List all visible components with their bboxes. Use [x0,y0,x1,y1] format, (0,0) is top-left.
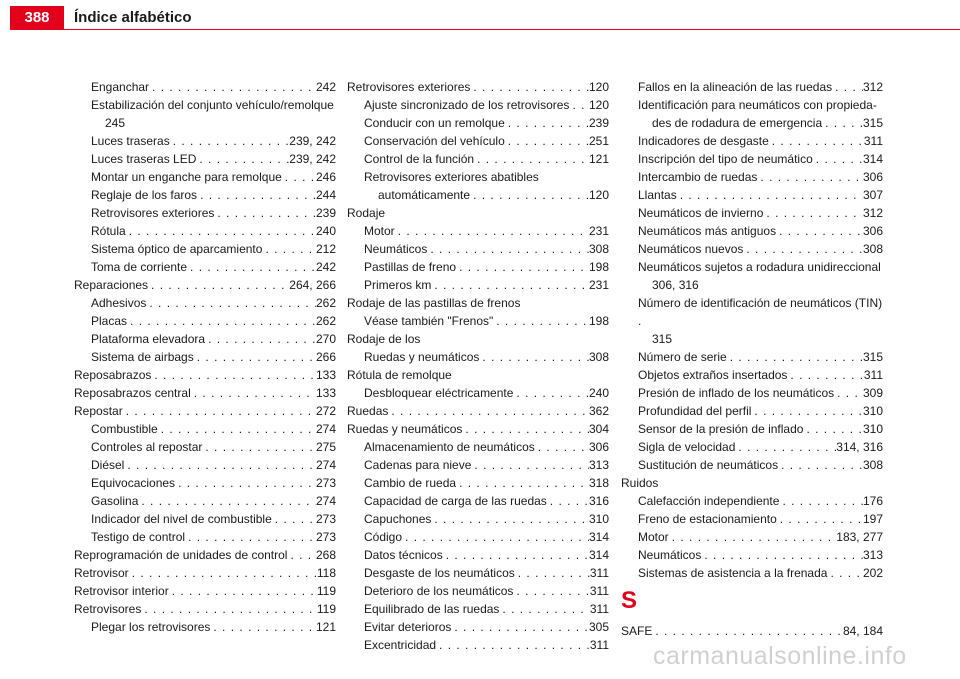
index-entry: Motor . . . 231 [347,222,609,240]
index-heading: Rodaje de las pastillas de frenos [347,296,521,310]
index-entry: Placas . . . 262 [74,312,336,330]
index-entry: Pastillas de freno . . . 198 [347,258,609,276]
index-entry: Enganchar . . . 242 [74,78,336,96]
index-entry: Número de serie . . . 315 [621,348,883,366]
index-entry: Capacidad de carga de las ruedas . . . 316 [347,492,609,510]
index-entry: Equivocaciones . . . 273 [74,474,336,492]
index-entry: Cambio de rueda . . . 318 [347,474,609,492]
index-entry: Neumáticos nuevos . . . 308 [621,240,883,258]
index-entry: Código . . . 314 [347,528,609,546]
page-header [0,0,960,38]
index-entry: Controles al repostar . . . 275 [74,438,336,456]
index-entry: Adhesivos . . . 262 [74,294,336,312]
index-entry: SAFE . . . 84, 184 [621,622,883,640]
index-entry: Montar un enganche para remolque . . . 246 [74,168,336,186]
index-entry: Sistemas de asistencia a la frenada . . . 202 [621,564,883,582]
index-entry: Sensor de la presión de inflado . . . 310 [621,420,883,438]
index-entry: Motor . . . 183, 277 [621,528,883,546]
index-entry-continuation: des de rodadura de emergencia . . . 315 [621,114,883,132]
index-heading: Ruidos [621,476,659,490]
page-title: Índice alfabético [74,9,192,26]
index-entry-continuation: automáticamente . . . 120 [347,186,609,204]
index-entry: Fallos en la alineación de las ruedas . . . 312 [621,78,883,96]
index-entry: Sistema de airbags . . . 266 [74,348,336,366]
index-entry: Ajuste sincronizado de los retrovisores . . . 120 [347,96,609,114]
index-entry: Identificación para neumáticos con propieda- [638,98,877,112]
index-entry: Véase también "Frenos" . . . 198 [347,312,609,330]
index-entry: Retrovisor . . . 118 [74,564,336,582]
section-letter: S [621,587,638,614]
index-entry: Excentricidad . . . 311 [347,636,609,654]
index-entry: Sigla de velocidad . . . 314, 316 [621,438,883,456]
index-entry: Freno de estacionamiento . . . 197 [621,510,883,528]
index-entry: Profundidad del perfil . . . 310 [621,402,883,420]
index-entry-continuation: 306, 316 [652,278,699,292]
index-entry: Neumáticos de invierno . . . 312 [621,204,883,222]
index-entry: Ruedas . . . 362 [347,402,609,420]
index-entry: Presión de inflado de los neumáticos . . . 309 [621,384,883,402]
index-entry: Testigo de control . . . 273 [74,528,336,546]
index-entry: Calefacción independiente . . . 176 [621,492,883,510]
index-entry: Reparaciones . . . 264, 266 [74,276,336,294]
index-entry: Neumáticos más antiguos . . . 306 [621,222,883,240]
index-entry-continuation: 245 [105,116,126,130]
index-entry: Rótula . . . 240 [74,222,336,240]
index-column-1 [74,78,336,636]
index-heading: Rodaje de los [347,332,421,346]
index-entry: Desgaste de los neumáticos . . . 311 [347,564,609,582]
index-entry: Luces traseras . . . 239, 242 [74,132,336,150]
index-entry: Control de la función . . . 121 [347,150,609,168]
index-entry: Evitar deterioros . . . 305 [347,618,609,636]
index-entry: Datos técnicos . . . 314 [347,546,609,564]
index-entry: Reposabrazos . . . 133 [74,366,336,384]
index-column-2 [347,78,609,654]
index-entry: Luces traseras LED . . . 239, 242 [74,150,336,168]
index-entry: Combustible . . . 274 [74,420,336,438]
index-entry: Equilibrado de las ruedas . . . 311 [347,600,609,618]
index-column-3 [621,78,883,640]
index-entry: Retrovisores . . . 119 [74,600,336,618]
index-entry: Primeros km . . . 231 [347,276,609,294]
index-entry: Retrovisores exteriores . . . 239 [74,204,336,222]
index-entry: Inscripción del tipo de neumático . . . 314 [621,150,883,168]
index-entry: Sustitución de neumáticos . . . 308 [621,456,883,474]
index-entry: Almacenamiento de neumáticos . . . 306 [347,438,609,456]
index-entry: Diésel . . . 274 [74,456,336,474]
index-entry: Reposabrazos central . . . 133 [74,384,336,402]
index-entry-continuation: 315 [652,332,673,346]
index-entry: Estabilización del conjunto vehículo/remolque [91,98,334,112]
index-entry: Cadenas para nieve . . . 313 [347,456,609,474]
index-entry: Reglaje de los faros . . . 244 [74,186,336,204]
index-heading: Rodaje [347,206,386,220]
index-entry: Neumáticos sujetos a rodadura unidireccional [638,260,881,274]
index-entry: Retrovisores exteriores abatibles [364,170,539,184]
watermark: carmanualsonline.info [653,642,907,670]
index-entry: Reprogramación de unidades de control . . . 268 [74,546,336,564]
index-entry: Neumáticos . . . 308 [347,240,609,258]
index-entry: Toma de corriente . . . 242 [74,258,336,276]
index-entry: Plataforma elevadora . . . 270 [74,330,336,348]
index-entry: Conducir con un remolque . . . 239 [347,114,609,132]
index-entry: Número de identificación de neumáticos (TIN) . [638,296,883,328]
index-entry: Retrovisor interior . . . 119 [74,582,336,600]
index-entry: Deterioro de los neumáticos . . . 311 [347,582,609,600]
index-entry: Indicador del nivel de combustible . . . 273 [74,510,336,528]
index-heading: Rótula de remolque [347,368,452,382]
index-entry: Plegar los retrovisores . . . 121 [74,618,336,636]
index-entry: Desbloquear eléctricamente . . . 240 [347,384,609,402]
index-entry: Sistema óptico de aparcamiento . . . 212 [74,240,336,258]
page-number: 388 [10,6,64,30]
header-rule [64,29,960,30]
index-entry: Ruedas y neumáticos . . . 304 [347,420,609,438]
index-entry: Conservación del vehículo . . . 251 [347,132,609,150]
index-entry: Repostar . . . 272 [74,402,336,420]
index-entry: Neumáticos . . . 313 [621,546,883,564]
index-entry: Indicadores de desgaste . . . 311 [621,132,883,150]
index-entry: Intercambio de ruedas . . . 306 [621,168,883,186]
index-entry: Objetos extraños insertados . . . 311 [621,366,883,384]
index-entry: Ruedas y neumáticos . . . 308 [347,348,609,366]
index-entry: Llantas . . . 307 [621,186,883,204]
index-entry: Retrovisores exteriores . . . 120 [347,78,609,96]
index-entry: Gasolina . . . 274 [74,492,336,510]
index-entry: Capuchones . . . 310 [347,510,609,528]
